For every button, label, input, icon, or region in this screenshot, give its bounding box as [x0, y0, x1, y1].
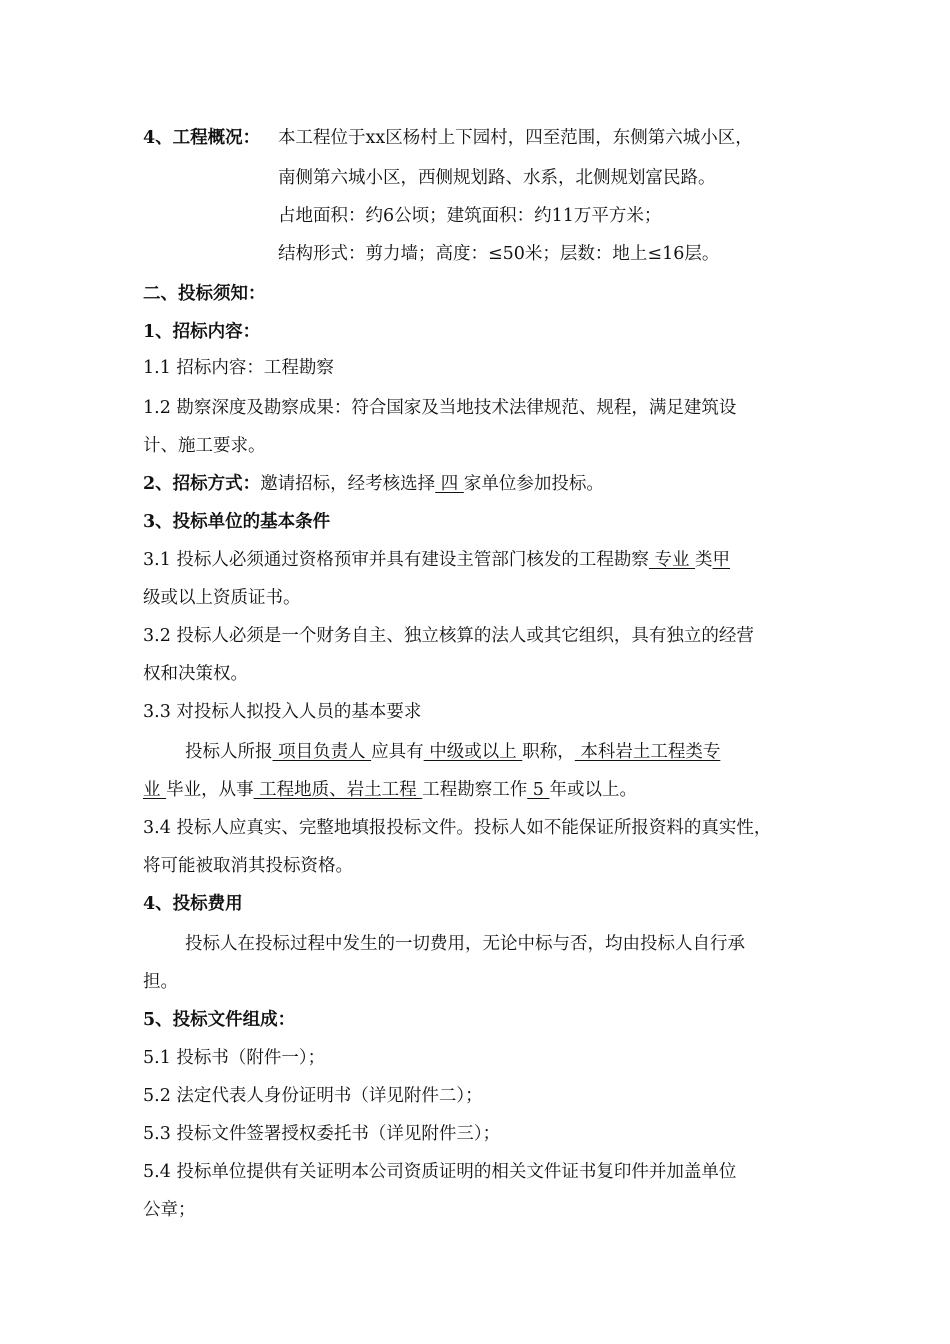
blank-major: 本科岩土工程类专 — [574, 742, 721, 762]
item-3-2-line-1: 3.2 投标人必须是一个财务自主、独立核算的法人或其它组织，具有独立的经营 — [143, 626, 754, 646]
section-5-title: 5、投标文件组成： — [143, 1010, 296, 1030]
text-fragment: 职称， — [522, 742, 575, 762]
section-2-count: 四 — [435, 474, 464, 494]
blank-title-level: 中级或以上 — [423, 742, 523, 762]
section-2-label: 2、招标方式： — [143, 474, 261, 494]
item-3-4-line-2: 将可能被取消其投标资格。 — [143, 856, 353, 876]
overview-line-3: 占地面积：约6公顷；建筑面积：约11万平方米； — [278, 206, 662, 226]
section-2-text-a: 邀请招标，经考核选择 — [260, 474, 436, 494]
item-3-1-line-2: 级或以上资质证书。 — [143, 588, 301, 608]
item-5-1: 5.1 投标书（附件一）； — [143, 1048, 326, 1068]
item-3-4-line-1: 3.4 投标人应真实、完整地填报投标文件。投标人如不能保证所报资料的真实性， — [143, 818, 772, 838]
item-3-1-text-mid: 类 — [695, 550, 713, 570]
item-3-3: 3.3 对投标人拟投入人员的基本要求 — [143, 702, 422, 722]
section-2-line — [143, 476, 604, 494]
section-1-title: 1、招标内容： — [143, 322, 261, 342]
overview-line-4: 结构形式：剪力墙；高度：≤50米；层数：地上≤16层。 — [278, 244, 720, 264]
item-3-2-line-2: 权和决策权。 — [143, 664, 248, 684]
item-1-2-line-2: 计、施工要求。 — [143, 436, 266, 456]
text-fragment: 工程勘察工作 — [422, 780, 528, 800]
item-3-3-para-line-2 — [143, 782, 637, 800]
overview-heading: 4、工程概况： — [143, 128, 261, 148]
item-3-3-para-line-1 — [185, 744, 720, 762]
item-3-1-text-a: 3.1 投标人必须通过资格预审并具有建设主管部门核发的工程勘察 — [143, 550, 649, 570]
item-3-1-line-1 — [143, 552, 730, 570]
blank-years: 5 — [527, 780, 550, 800]
text-fragment: 投标人所报 — [185, 742, 273, 762]
item-5-4-line-2: 公章； — [143, 1200, 196, 1220]
overview-line-2: 南侧第六城小区，西侧规划路、水系，北侧规划富民路。 — [278, 168, 716, 188]
item-5-3: 5.3 投标文件签署授权委托书（详见附件三）； — [143, 1124, 501, 1144]
part2-title: 二、投标须知： — [143, 284, 266, 304]
section-4-line-2: 担。 — [143, 972, 178, 992]
text-fragment: 毕业，从事 — [166, 780, 254, 800]
item-5-2: 5.2 法定代表人身份证明书（详见附件二）； — [143, 1086, 483, 1106]
blank-major-end: 业 — [143, 780, 167, 800]
section-4-line-1: 投标人在投标过程中发生的一切费用，无论中标与否，均由投标人自行承 — [185, 934, 745, 954]
blank-field: 工程地质、岩土工程 — [253, 780, 423, 800]
section-3-title: 3、投标单位的基本条件 — [143, 512, 331, 532]
section-2-text-b: 家单位参加投标。 — [463, 474, 604, 494]
blank-project-leader: 项目负责人 — [272, 742, 372, 762]
text-fragment: 应具有 — [371, 742, 424, 762]
item-1-1: 1.1 招标内容：工程勘察 — [143, 358, 334, 378]
item-3-1-blank-grade: 甲 — [712, 550, 731, 570]
item-5-4-line-1: 5.4 投标单位提供有关证明本公司资质证明的相关文件证书复印件并加盖单位 — [143, 1162, 737, 1182]
overview-line-1: 本工程位于xx区杨村上下园村，四至范围，东侧第六城小区， — [278, 128, 753, 148]
text-fragment: 年或以上。 — [549, 780, 637, 800]
item-3-1-blank-specialty: 专业 — [648, 550, 696, 570]
section-4-title: 4、投标费用 — [143, 894, 243, 914]
item-1-2-line-1: 1.2 勘察深度及勘察成果：符合国家及当地技术法律规范、规程，满足建筑设 — [143, 398, 737, 418]
